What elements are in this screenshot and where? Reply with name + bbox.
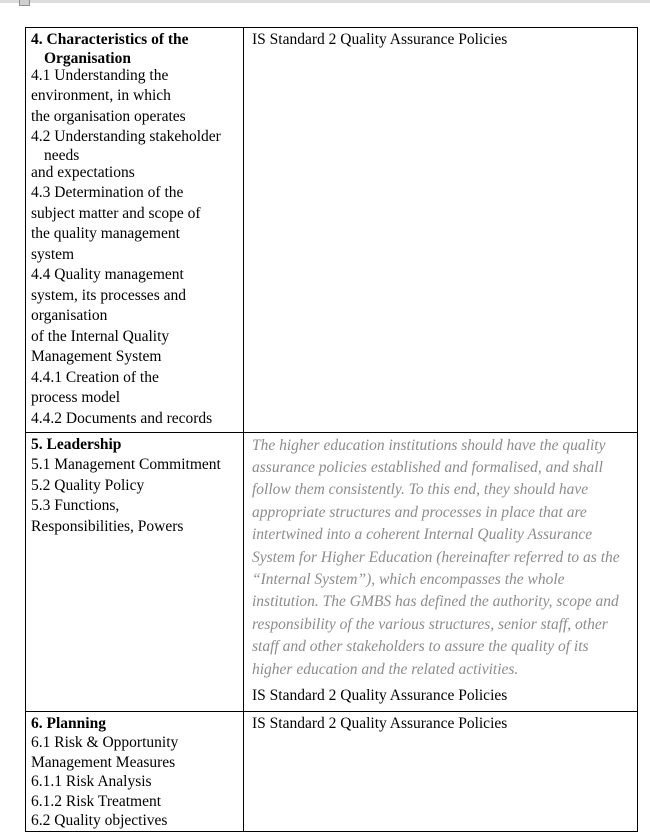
text-line: Organisation	[44, 49, 131, 67]
text-line: 6.1.1 Risk Analysis	[31, 773, 152, 790]
text-line: 4.1 Understanding the	[31, 66, 169, 84]
text-line: 5.1 Management Commitment	[31, 456, 221, 473]
text-line: intertwined into a coherent Internal Quality Assurance	[252, 526, 593, 544]
text-line: IS Standard 2 Quality Assurance Policies	[252, 31, 508, 48]
text-line: system, its processes and	[31, 286, 186, 304]
text-line: organisation	[31, 307, 108, 324]
text-line: 4.2 Understanding stakeholder	[31, 128, 221, 145]
text-line: of the Internal Quality	[31, 327, 170, 345]
text-line: process model	[31, 389, 121, 406]
text-line: 4.3 Determination of the	[31, 184, 184, 201]
text-line: System for Higher Education (hereinafter referred to as the	[252, 548, 620, 566]
text-line: the organisation operates	[31, 107, 186, 125]
text-line: “Internal System”), which encompasses the whole	[252, 570, 565, 588]
text-line: institution. The GMBS has defined the authority, scope and	[252, 593, 619, 611]
cell-characteristics-right[interactable]	[244, 28, 637, 432]
cell-leadership-left[interactable]	[26, 433, 244, 711]
text-line: Management System	[31, 348, 162, 365]
text-line: system	[31, 245, 75, 263]
text-line: 5.2 Quality Policy	[31, 476, 145, 494]
requirements-table	[25, 27, 638, 832]
text-line: 4.4.1 Creation of the	[31, 368, 159, 386]
text-line: assurance policies established and formalised, and shall	[252, 458, 603, 476]
viewport-top-strip	[0, 0, 650, 3]
text-line: responsibility of the various structures, senior staff, other	[252, 615, 608, 633]
table-row-planning	[26, 712, 637, 831]
text-line: follow them consistently. To this end, they should have	[252, 481, 589, 499]
text-line: 6.2 Quality objectives	[31, 812, 168, 829]
text-line: 4.4 Quality management	[31, 266, 184, 283]
text-line: staff and other stakeholders to assure the quality of its	[252, 638, 589, 656]
text-line: 4. Characteristics of the	[31, 31, 189, 48]
text-line: appropriate structures and processes in place that are	[252, 503, 587, 521]
text-line: Responsibilities, Powers	[31, 517, 184, 535]
table-row-leadership	[26, 433, 637, 712]
text-line: 5. Leadership	[31, 435, 122, 453]
text-line: needs	[44, 146, 80, 164]
text-line: the quality management	[31, 225, 180, 242]
text-line: subject matter and scope of	[31, 204, 201, 222]
cell-planning-left[interactable]	[26, 712, 244, 831]
text-line: IS Standard 2 Quality Assurance Policies	[252, 686, 508, 704]
text-line: 6.1 Risk & Opportunity	[31, 734, 179, 751]
cell-planning-right[interactable]	[244, 712, 637, 831]
text-line: 6.1.2 Risk Treatment	[31, 792, 162, 810]
text-line: 4.4.2 Documents and records	[31, 409, 213, 427]
cell-characteristics-left[interactable]	[26, 28, 244, 432]
text-line: 6. Planning	[31, 714, 106, 732]
text-line: higher education and the related activities.	[252, 660, 519, 678]
text-line: environment, in which	[31, 87, 171, 104]
text-line: The higher education institutions should have the quality	[252, 436, 606, 454]
text-line: 5.3 Functions,	[31, 497, 120, 514]
text-line: and expectations	[31, 163, 135, 181]
text-line: Management Measures	[31, 753, 176, 771]
cell-leadership-right[interactable]	[244, 433, 637, 711]
table-row-characteristics	[26, 28, 637, 433]
table-move-handle-icon[interactable]	[19, 0, 30, 6]
text-line: IS Standard 2 Quality Assurance Policies	[252, 714, 508, 732]
